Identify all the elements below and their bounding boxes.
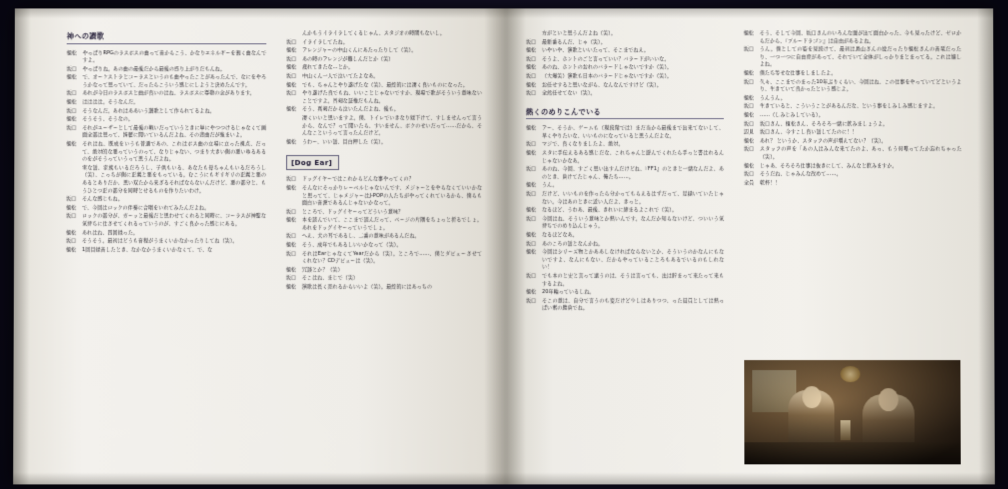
dialogue-text: マジで、良くなりましたよ、絶対。 [541,141,624,148]
dialogue-line [744,121,962,129]
dialogue-text: それはね、既成をいうも普通であの、これはボス曲の立場に立った視点、だって、絶対的な悪っていうのって、なりじゃない、つまり大きい側の悪いゆるあるのをがそうっていうって思うんだよね。 [82,141,267,163]
dialogue-text: そこの意は、自分で言うのも変だけど少しはありつつ、った貫員としては熱っぱい素の勝負でね。 [542,297,725,312]
speaker: 坂口 [66,196,77,203]
dialogue-text: いやいや、演歌といいたって、そこまでねえ。 [541,47,649,54]
section-title-atsuku: 熱くのめりこんでいる [526,106,724,119]
dialogue-line [66,141,266,164]
dialogue-text: 演歌は長く売れるからいいよ（笑）。最終的にはあっちの [301,284,433,291]
speaker: 坂口 [743,46,754,53]
dialogue-text: はははは。そうなんだ。 [82,99,139,106]
booklet-right-page [504,8,995,484]
dialogue-text: でも、ちゃんとやり遂げたな（笑）、最終的には凄く良いものになった。 [302,81,468,88]
dialogue-line [526,216,724,231]
dialogue-line [744,112,962,120]
photo-vignette [744,360,961,464]
dialogue-line [744,79,962,94]
dialogue-line [526,142,724,150]
dialogue-line [286,47,482,55]
dialogue-text: 乾杯！！ [759,179,781,186]
dialogue-line [66,213,266,228]
speaker: 坂口 [286,38,297,45]
dialogue-text: でも本のと史と言って遠うのは、そうは言っても、法は貯まって来たって来もするよね。 [542,272,725,287]
speaker: 坂口 [66,65,77,72]
dialogue-text: やり遂げた良でもね、いいことじゃないですか、現場で歌がそういう意味ないことですよ。具剣な証椎だもんね。 [302,90,483,104]
speaker: 植松 [525,47,536,54]
page-edge-shadow-right [977,8,995,484]
dialogue-text: スタに手伝えるある感じだな、これちゃんと遊んでくれたら手っと書はれるんじゃないかなあ。 [541,150,724,164]
dialogue-line [286,56,482,64]
dialogue-line [526,241,724,249]
dialogue-text: 久々、ここまでのまった10年ぶりくらい、今回はね、この仕事をやっていてどというより、生きていて良かったという感じよ。 [759,78,962,93]
dialogue-line [744,180,962,188]
dialogue-text: あの時のアレンジが難しんだとか（笑） [302,56,394,63]
speaker: 植松 [66,204,77,211]
dialogue-line [526,82,724,90]
speaker: 坂口 [743,171,754,178]
dialogue-line [526,166,724,181]
dialogue-line [526,125,724,140]
speaker: 植松 [66,99,77,106]
dialogue-line [526,191,724,206]
page-edge-shadow-top [15,8,504,18]
speaker: 植松 [743,30,754,37]
dialogue-line [526,30,724,38]
speaker: 坂口 [286,73,297,80]
dialogue-line [67,50,267,65]
right-column-1 [526,30,724,314]
dialogue-line [286,106,482,114]
speaker: 植松 [65,246,77,253]
dialogue-line [526,289,724,297]
dialogue-text: うわー、いい話、目白押した（笑）。 [302,138,387,145]
dialogue-text: 疲れてきたな…とか。 [302,64,354,71]
dialogue-line [286,176,482,184]
dialogue-text: 最新番るんだ、じゃ（笑）。 [541,38,606,45]
dialogue-line [67,66,267,74]
dialogue-line [286,209,482,217]
dialogue-line [526,182,724,190]
speaker: 坂口 [66,90,77,97]
dialogue-line [526,39,724,47]
dialogue-text: うん。 [541,182,558,189]
dialogue-line [67,75,267,90]
speaker: 植松 [525,231,537,238]
speaker: 坂口 [285,275,296,282]
dialogue-text: そうだね、じゃみんな改めて……。 [759,171,842,178]
dialogue-line [66,116,266,124]
dialogue-line [66,125,266,140]
dialogue-line [744,30,962,45]
section-title-kami: 神への讃歌 [67,30,267,43]
dialogue-line [744,104,962,112]
speaker: 坂口 [526,297,537,304]
dialogue-line [526,47,724,55]
dialogue-line [286,217,482,232]
dialogue-line [286,233,482,241]
dialogue-line [744,163,962,171]
dialogue-text: そうなんだ。あれはああいう讃歌として作られてるよね。 [82,107,215,114]
dialogue-text: だけど、いいものを作ったら分かってもらえるはずだって、足掻いていたじゃない。今はあのときに近い人だよ、きっと。 [541,191,724,205]
speaker: 植松 [66,229,77,236]
dialogue-text: やっぱりね。あの曲の最後だから最後の盛り上がりだもんね。 [82,65,226,72]
dialogue-line [744,70,962,78]
speaker [526,30,542,38]
dialogue-text: で、今回はロックの伴奏に合唱をいれてみたんだよね。 [82,204,210,211]
speaker: 坂口 [525,240,537,247]
dialogue-line [526,73,724,81]
dialogue-text: それはEarじゃなくてYearだから（笑）。ところで……、僕とダビューさせてくれない？CDデビューは（笑）。 [301,250,482,265]
speaker: 植松 [66,49,77,56]
dialogue-line [286,284,482,292]
speaker: 植松 [525,207,537,214]
dialogue-line [526,249,724,272]
dialogue-line [66,91,266,99]
dialogue-line [744,95,962,103]
speaker: 坂口 [286,233,297,240]
dialogue-line [286,30,482,38]
speaker: 植松 [743,70,754,77]
speaker [286,115,302,138]
dialogue-text: で、オーケストラとコーラスというのも曲やったことがあったんで、なにをやろうかなって思っていて、だったらこういう感じにしようと決めたんです。 [82,74,267,89]
speaker: 植松 [286,64,297,71]
dialogue-text: 今回はね、そういう意味とか熱いんです。なんだか知らないけど、ついいう気持ちでのめり込んじゃう。 [541,215,724,230]
page-edge-shadow-left [13,8,31,484]
dialogue-text: うん。僕としての姿を見続けて、最初は鳥山さんの絵だったり植松さんの音楽だったり、一つ一つに自由度があって、それでいて全体がしっかりまとまってる。これは嬉しよね。 [759,46,962,68]
dialogue-line [286,82,482,90]
dialogue-line [286,65,482,73]
speaker: 坂口 [66,107,77,114]
dialogue-text: 20年輪っているしね。 [542,289,595,296]
dialogue-text: そこはね、まじで（笑） [301,275,359,282]
speaker: 植松 [525,182,537,189]
dialogue-text: アー、そうか、ゲームも（現段階では）まだ当から最後まで出来てないして、早くやりたいな、いいものになっていると思うんだよな。 [541,125,724,139]
dialogue-text: ……（しみじみしている）。 [759,112,824,119]
dialogue-text: あれが今日のラスボスと曲が良いのはね、ラスボスに尊敬の念があります。 [82,90,256,97]
speaker: 坂口 [525,166,536,173]
dialogue-line [526,90,724,98]
dialogue-text: それがユーザーとして最後の戦いだっていうときに単にやつつけるじゃなくて画面全部は思って、綺麗に聞いているんだよね、その悲曲だが強まいよ。 [82,124,267,139]
dialogue-text: 本を読んでいて、ここまで読んだって、ページの片隅をちょっと折るでしょ。あれをドッグイヤーっていうでしょ。 [302,217,483,231]
speaker: 坂口 [66,124,77,131]
speaker: 植松 [286,81,297,88]
dialogue-line [286,73,482,81]
speaker: 植松 [525,81,536,88]
page-edge-shadow-bottom [504,472,995,484]
dialogue-text: そう、真剣だから泣いたんだよね、後も。 [302,106,400,113]
dialogue-text: そう、そして今回、坂口さんのいろんな面が出て面白かった、今も見ったけど、ゼロからだから、『ブルードラゴン』は自由があるよね。 [759,30,962,44]
dialogue-text: あのね、ホントのおれのバラードしゃないですか（笑）。 [541,64,672,71]
speaker: 坂口 [525,38,536,45]
dialogue-text: あのね、今回、すごく思い出すんだけどね、『FF1』のときと一緒なんだよ、あのとき、負けてたじゃん、俺たち……。 [541,166,724,180]
dialogue-text: 凄くいいと思いますよ。僕、トイレでいきなり録下けて、すしませんって言うから、なんで？って聞いたら、すいません、ボクのせいだって……だから、そんなこというって言ったんだけど。 [302,115,483,137]
dialogue-line [66,99,266,107]
dialogue-text: 今回はシリーズ物とかああしなければならないとか、そういうのかなんにもないですよ、なんにもない、だからやっていることろもあるでいるのもしれない！ [542,249,725,271]
dialogue-text: スタッフの声を「あの人はみんな来てたのよ、あっ、もう何喋ってたか忘れちゃった（笑）。 [759,146,962,160]
dialogue-line [526,232,724,240]
dialogue-line [744,138,962,146]
dialogue-text: そうそう、そうなの。 [82,116,134,123]
dialogue-text: ドッグイヤーではこれからどんな事やってくの？ [302,176,414,183]
speaker: 坂口 [743,103,754,110]
speaker: 坂口 [525,73,536,80]
section-title-dogear: [Dog Ear] [286,155,339,170]
speaker: 坂口 [286,56,297,63]
speaker: 坂口 [743,78,754,85]
speaker: 植松 [526,289,537,296]
dialogue-text: 坂口さん、今すこし良い話してたのに！！ [759,129,857,136]
speaker: 植松 [743,137,754,144]
dialogue-text: 中山くん一人で泣いてたよなあ。 [302,73,379,80]
dialogue-line [526,65,724,73]
dialogue-text: 全然任せてない（笑）。 [541,90,596,97]
interview-photo [744,360,961,464]
dialogue-line [744,171,962,179]
dialogue-line [286,251,482,266]
booklet-left-page [13,8,504,484]
dialogue-line [526,150,724,165]
speaker: 坂口 [525,191,537,198]
right-column-2 [744,30,962,188]
speaker: 坂口 [286,208,297,215]
speaker: 植松 [525,150,536,157]
speaker: 植松 [286,184,297,191]
speaker: 坂口 [525,215,537,222]
speaker: 辺見 [743,129,754,136]
dialogue-text: あれはね、四回録った。 [82,229,139,236]
dialogue-text: （大爆笑）演歌も日本のバラードじゃないですか（笑）。 [541,73,672,80]
speaker: 植松 [286,138,297,145]
speaker: 植松 [525,64,536,71]
dialogue-text: 冗談とか？（笑） [301,266,343,273]
speaker: 坂口 [743,120,754,127]
dialogue-line [286,185,482,208]
speaker: 坂口 [525,90,536,97]
dialogue-line [286,39,482,47]
dialogue-text: やっぱりRPGのラスボスの曲って音からこう、かなりエネルギーを割く曲なんですよ。 [82,49,267,64]
speaker: 植松 [525,125,536,132]
left-column-2 [286,30,482,292]
speaker: 植松 [286,47,297,54]
dialogue-line [66,247,266,255]
dialogue-line [526,298,724,313]
dialogue-text: 生きていると、こういうことがあるんだな、という事をしみしみ感じますよ。 [759,103,939,110]
dialogue-line [286,242,482,250]
speaker [66,165,82,195]
speaker: 坂口 [743,146,754,153]
dialogue-text: そう、成年でもあるしいいかなって（笑）。 [301,242,402,249]
speaker: 植松 [743,162,754,169]
dialogue-text: 坂口さん、植松さん、そろそろ一緒に飲みましょうよ。 [759,120,888,127]
dialogue-line [286,90,482,105]
page-edge-shadow-bottom [13,472,504,484]
speaker: 植松 [285,242,297,249]
dialogue-line [526,207,724,215]
dialogue-text: なるほど、うわあ、最後、きれいに締まるよこれで（笑）。 [541,207,677,214]
dialogue-line [744,46,962,69]
speaker: 坂口 [285,250,297,257]
speaker: 坂口 [66,238,77,245]
dialogue-text: じゃあ、そろそろ仕事は抜きにして、みんなと飲みますか。 [759,162,898,169]
dialogue-text: そうよ、ホントのごと言っていい？バラードがいいな。 [541,56,670,63]
dialogue-text: ところで、ドッグイヤーってどういう意味？ [302,208,404,215]
dialogue-line [286,275,482,283]
dialogue-text: 実な話、家族もいるだろうし、子供もいる、あなたも母ちゃんもいるだろうし（笑）、こっちが側に正義と悪をもっている。むこうにもギリギリの正義と悪のあるとありだか、思い双たから来ざるそればならないんだけど、悪の部分と、もうひとつ正の部分を同時とせるものを作りたいわけ。 [82,164,267,194]
dialogue-line [744,146,962,161]
speaker: 植松 [285,266,296,273]
dialogue-text: 僕たち等せな仕事をしましたよ。 [759,70,837,77]
speaker: 坂口 [526,272,537,279]
speaker: 植松 [286,106,297,113]
dialogue-text: お任せすると思いながら、なんなんですけど（笑）。 [541,81,662,88]
dialogue-text: 1回目録音したとき、なかなかうまくいかなくて、で、な [81,246,213,253]
dialogue-line [66,238,266,246]
speaker: 植松 [66,74,77,81]
speaker: 坂口 [286,176,297,183]
dialogue-line [66,108,266,116]
speaker: 坂口 [286,90,297,97]
dialogue-line [744,129,962,137]
speaker: 植松 [66,141,77,148]
dialogue-line [526,273,724,288]
speaker: 植松 [743,112,754,119]
dialogue-text: へえ、犬の耳であるし、二番の意味があるんだね。 [302,233,420,240]
dialogue-line [526,56,724,64]
dialogue-text: なるほどなあ。 [541,231,578,238]
speaker [286,30,302,38]
speaker: 植松 [66,116,77,123]
speaker: 坂口 [525,56,536,63]
dialogue-text: イライラしてたね。 [302,38,349,45]
speaker: 植松 [526,249,537,256]
dialogue-line [66,165,266,195]
dialogue-text: アレンジャーの中山くんにあたったりして（笑）。 [302,47,417,54]
dialogue-line [286,267,482,275]
page-edge-shadow-top [504,8,993,18]
speaker: 全員 [743,179,754,186]
speaker: 植松 [285,284,296,291]
speaker: 坂口 [66,213,77,220]
dialogue-text: うんうん。 [759,94,786,101]
dialogue-text: 方がといと思うんだよね（笑）。 [541,30,616,37]
dialogue-text: そんな感じもね。 [82,196,123,203]
dialogue-text: そうそう。最初はどうも音程がうまくいかなかったりしてね（笑）。 [82,238,238,245]
dialogue-line [66,196,266,204]
dialogue-text: ロックの部分が、ガーッと最後だと思わせてくれると同時に、コーラスが神聖な気持ちに仕させてくれるっていうのが、すごく良かった感じにある。 [82,213,267,227]
speaker: 植松 [286,217,297,224]
dialogue-line [286,139,482,147]
dialogue-text: あのころの話となんかね。 [541,240,604,247]
dialogue-text: あれ？ というか、スタッフの声が増えてない？（笑）。 [759,137,887,144]
dialogue-line [286,115,482,138]
speaker: 植松 [743,94,754,101]
dialogue-text: んかもうイライラしてくるじゃん、スタジオの時間もないし。 [302,30,446,37]
speaker: 坂口 [525,141,536,148]
cd-booklet [13,8,995,484]
dialogue-text: そんなにそっかりレーベルじゃないんです、メジャーとをやらなくていいかなと思ってて、じゃメジャーはJ-POPの人たちがやってくれているから、僕らも面白い音源であるんじゃないかなって。 [302,184,483,207]
dialogue-line [66,230,266,238]
dialogue-line [66,205,266,213]
left-column-1 [66,30,266,255]
